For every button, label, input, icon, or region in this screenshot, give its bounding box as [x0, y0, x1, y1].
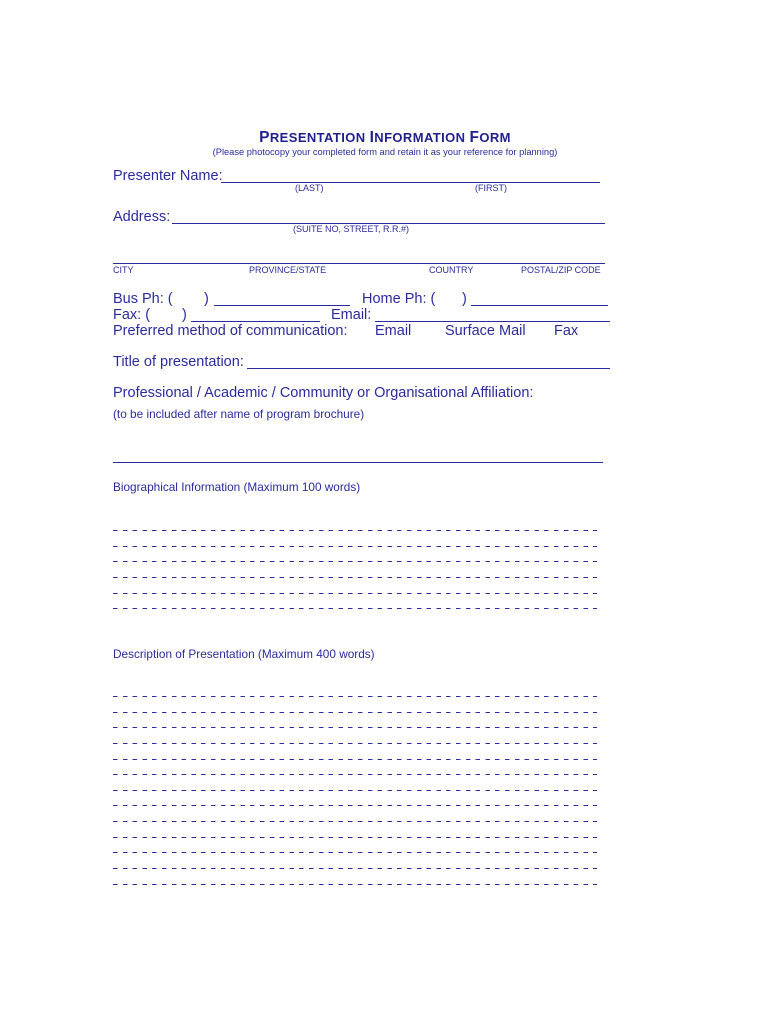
- fax-area-close: ): [182, 307, 187, 323]
- last-name-caption: (LAST): [295, 183, 324, 193]
- bus-phone-area-close: ): [204, 291, 209, 307]
- affiliation-note: (to be included after name of program brochure): [113, 407, 365, 421]
- title-word: INFORMATION: [369, 129, 466, 146]
- presenter-name-label: Presenter Name:: [113, 168, 223, 184]
- form-instructions: (Please photocopy your completed form and retain it as your reference for planning): [212, 147, 558, 157]
- biography-line[interactable]: [113, 593, 597, 594]
- description-line[interactable]: [113, 884, 597, 885]
- street-caption: (SUITE NO, STREET, R.R.#): [293, 224, 410, 234]
- home-phone-area-code-field[interactable]: [442, 292, 461, 306]
- postal-code-caption: POSTAL/ZIP CODE: [521, 265, 601, 275]
- first-name-caption: (FIRST): [475, 183, 507, 193]
- description-line[interactable]: [113, 821, 597, 822]
- description-line[interactable]: [113, 743, 597, 744]
- affiliation-label: Professional / Academic / Community or Organisational Affiliation:: [113, 385, 534, 401]
- form-title: [0, 130, 770, 146]
- preferred-option-email: Email: [375, 323, 412, 339]
- description-line[interactable]: [113, 790, 597, 791]
- fax-area-code-field[interactable]: [152, 308, 181, 322]
- fax-field[interactable]: [191, 321, 320, 322]
- description-line[interactable]: [113, 727, 597, 728]
- preferred-option-fax: Fax: [554, 323, 579, 339]
- title-word: PRESENTATION: [259, 129, 366, 146]
- bus-phone-label: Bus Ph: (: [113, 291, 173, 307]
- presenter-name-field[interactable]: [221, 182, 600, 183]
- address-label: Address:: [113, 209, 171, 225]
- province-caption: PROVINCE/STATE: [249, 265, 327, 275]
- biography-line[interactable]: [113, 577, 597, 578]
- presentation-title-field[interactable]: [247, 368, 610, 369]
- biography-label: Biographical Information (Maximum 100 words): [113, 480, 361, 494]
- email-label: Email:: [331, 307, 372, 323]
- affiliation-field[interactable]: [113, 462, 603, 463]
- bus-phone-field[interactable]: [214, 305, 350, 306]
- biography-line[interactable]: [113, 530, 597, 531]
- biography-line[interactable]: [113, 561, 597, 562]
- description-line[interactable]: [113, 696, 597, 697]
- description-line[interactable]: [113, 712, 597, 713]
- description-line[interactable]: [113, 868, 597, 869]
- biography-line[interactable]: [113, 608, 597, 609]
- description-line[interactable]: [113, 774, 597, 775]
- home-phone-field[interactable]: [471, 305, 608, 306]
- preferred-communication-label: Preferred method of communication:: [113, 323, 348, 339]
- biography-line[interactable]: [113, 546, 597, 547]
- description-label: Description of Presentation (Maximum 400 words): [113, 647, 375, 661]
- home-phone-area-close: ): [462, 291, 467, 307]
- description-line[interactable]: [113, 837, 597, 838]
- bus-phone-area-code-field[interactable]: [174, 292, 203, 306]
- title-word: FORM: [469, 129, 511, 146]
- home-phone-label: Home Ph: (: [362, 291, 436, 307]
- description-line[interactable]: [113, 759, 597, 760]
- presentation-title-label: Title of presentation:: [113, 354, 244, 370]
- description-line[interactable]: [113, 805, 597, 806]
- preferred-option-surface-mail: Surface Mail: [445, 323, 526, 339]
- address-city-line-field[interactable]: [113, 263, 605, 264]
- email-field[interactable]: [375, 321, 610, 322]
- description-line[interactable]: [113, 852, 597, 853]
- country-caption: COUNTRY: [429, 265, 474, 275]
- city-caption: CITY: [113, 265, 134, 275]
- fax-label: Fax: (: [113, 307, 151, 323]
